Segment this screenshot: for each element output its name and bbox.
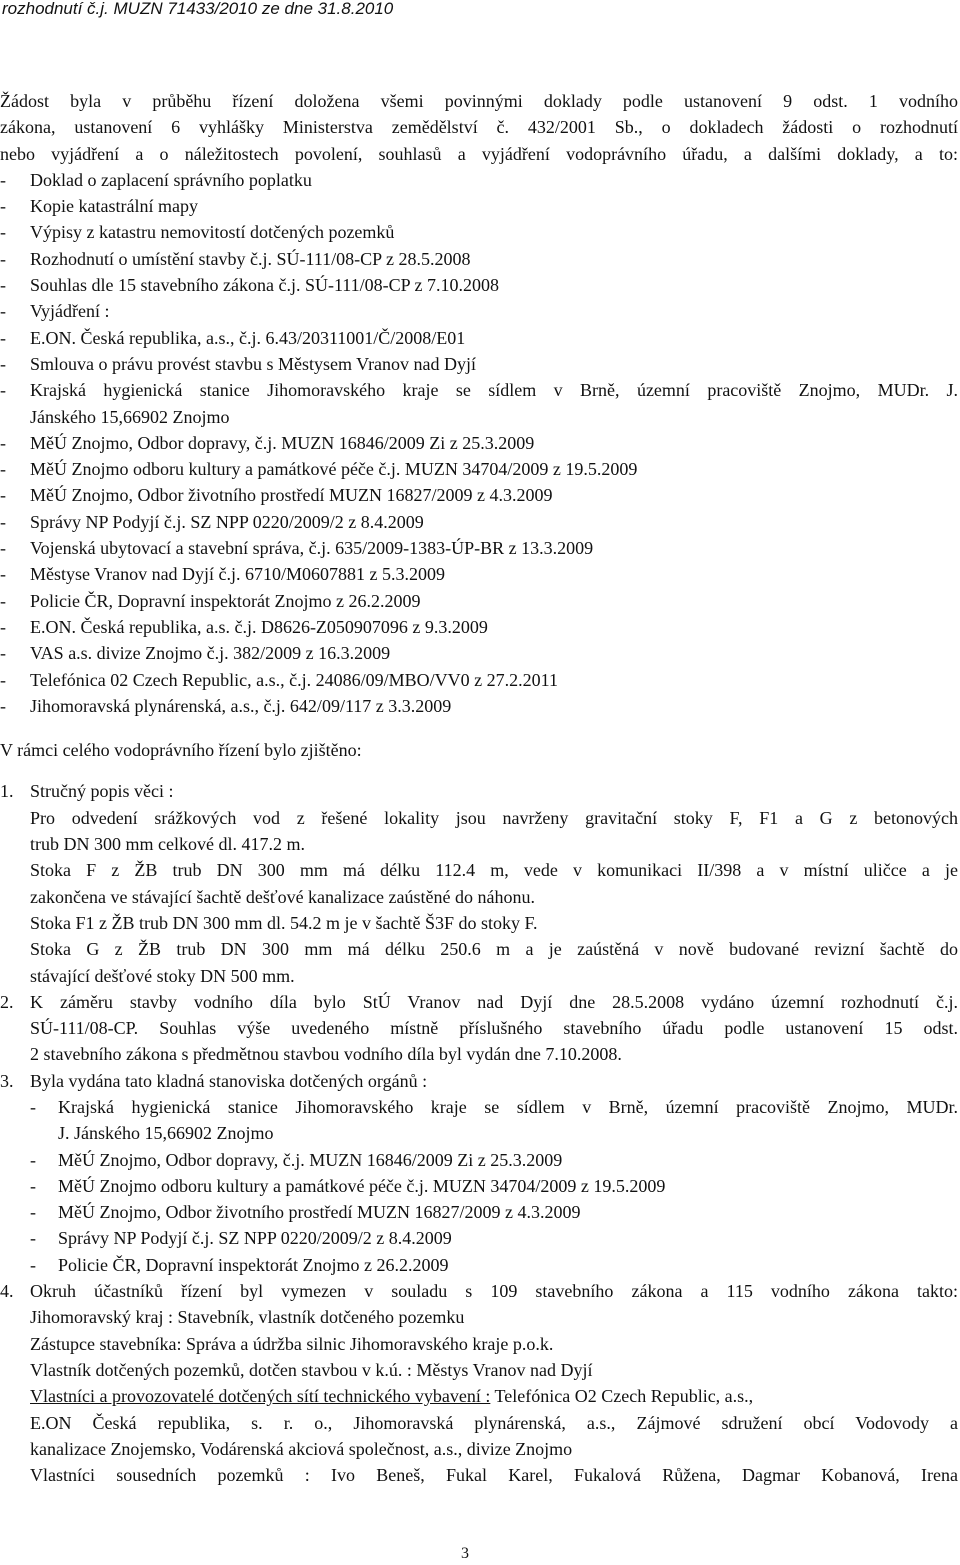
document-list-item [0, 298, 958, 324]
list-dash: - [0, 327, 6, 348]
page-number: 3 [461, 1545, 469, 1562]
list-dash: - [0, 196, 6, 217]
item-1-line: Stoka F1 z ŽB trub DN 300 mm dl. 54.2 m je v šachtě Š3F do stoky F. [30, 912, 538, 933]
findings-title: V rámci celého vodoprávního řízení bylo zjištěno: [0, 740, 362, 761]
document-body [0, 88, 958, 1488]
opinion-list-item [30, 1199, 958, 1225]
item-2 [0, 989, 958, 1068]
document-list-item [0, 535, 958, 561]
document-list-item [0, 193, 958, 219]
network-owners-first: Telefónica O2 Czech Republic, a.s., [490, 1386, 754, 1407]
item-3-title: Byla vydána tato kladná stanoviska dotčených orgánů : [30, 1070, 428, 1091]
item-1-line: Pro odvedení srážkových vod z řešené lokality jsou navrženy gravitační stoky F, F1 a G z betonových [30, 807, 958, 828]
list-dash: - [0, 169, 6, 190]
list-dash: - [0, 222, 6, 243]
opinion-list-text: Policie ČR, Dopravní inspektorát Znojmo z 26.2.2009 [58, 1254, 449, 1275]
item-3-opinions [30, 1094, 958, 1278]
document-list-item [0, 640, 958, 666]
document-list-text: Vyjádření : [30, 301, 110, 322]
list-dash: - [0, 643, 6, 664]
document-list-item [0, 667, 958, 693]
document-list-text: Krajská hygienická stanice Jihomoravského kraje se sídlem v Brně, územní pracoviště Znojmo, MUDr. J. [30, 380, 958, 401]
document-list-item [0, 167, 958, 193]
document-list-item [0, 246, 958, 272]
list-dash: - [30, 1202, 36, 1223]
opinion-list-item [30, 1225, 958, 1251]
item-4-line: Vlastník dotčených pozemků, dotčen stavbou v k.ú. : Městys Vranov nad Dyjí [30, 1359, 593, 1380]
item-2-line: SÚ-111/08-CP. Souhlas výše uvedeného místně příslušného stavebního úřadu podle ustanovení 15 odst. [30, 1018, 958, 1039]
document-list-text: Doklad o zaplacení správního poplatku [30, 169, 312, 190]
document-list-text: Telefónica 02 Czech Republic, a.s., č.j. 24086/09/MBO/VV0 z 27.2.2011 [30, 669, 558, 690]
list-dash: - [0, 616, 6, 637]
list-dash: - [30, 1254, 36, 1275]
item-2-line: 2 stavebního zákona s předmětnou stavbou vodního díla byl vydán dne 7.10.2008. [30, 1044, 622, 1065]
document-list-item [0, 588, 958, 614]
list-dash: - [30, 1175, 36, 1196]
item-1-number: 1. [0, 781, 14, 802]
opinion-list-text: MěÚ Znojmo, Odbor dopravy, č.j. MUZN 16846/2009 Zi z 25.3.2009 [58, 1149, 563, 1170]
list-dash: - [0, 485, 6, 506]
item-4 [0, 1278, 958, 1488]
item-3 [0, 1068, 958, 1278]
item-1-title: Stručný popis věci : [30, 781, 174, 802]
item-4-line: Jihomoravský kraj : Stavebník, vlastník dotčeného pozemku [30, 1307, 465, 1328]
opinion-list-text: MěÚ Znojmo odboru kultury a památkové péče č.j. MUZN 34704/2009 z 19.5.2009 [58, 1175, 666, 1196]
document-list-item [0, 509, 958, 535]
item-1-line: Stoka G z ŽB trub DN 300 mm má délku 250.6 m a je zaústěná v nově budované revizní šachtě do [30, 939, 958, 960]
list-dash: - [0, 695, 6, 716]
document-list-item [0, 272, 958, 298]
page-header: rozhodnutí č.j. MUZN 71433/2010 ze dne 31.8.2010 [2, 0, 394, 18]
list-dash: - [0, 564, 6, 585]
item-2-number: 2. [0, 991, 14, 1012]
document-list-item [0, 693, 958, 719]
document-list-text: VAS a.s. divize Znojmo č.j. 382/2009 z 16.3.2009 [30, 643, 391, 664]
document-list-text: Správy NP Podyjí č.j. SZ NPP 0220/2009/2 z 8.4.2009 [30, 511, 424, 532]
list-dash: - [0, 538, 6, 559]
item-4-first-line: Okruh účastníků řízení byl vymezen v souladu s 109 stavebního zákona a 115 vodního zákona takto: [30, 1281, 958, 1302]
item-1-line: Stoka F z ŽB trub DN 300 mm má délku 112.4 m, vede v komunikaci II/398 a v místní uličce a je [30, 860, 958, 881]
document-list-item [0, 561, 958, 587]
item-2-line: K záměru stavby vodního díla bylo StÚ Vranov nad Dyjí dne 28.5.2008 vydáno územní rozhodnutí č.j. [30, 991, 958, 1012]
list-dash: - [0, 380, 6, 401]
intro-line-1: Žádost byla v průběhu řízení doložena všemi povinnými doklady podle ustanovení 9 odst. 1 vodního [0, 91, 958, 111]
document-list-item [0, 482, 958, 508]
item-3-number: 3. [0, 1070, 14, 1091]
item-4-line: E.ON Česká republika, s. r. o., Jihomoravská plynárenská, a.s., Zájmové sdružení obcí Vodovody a [30, 1412, 958, 1433]
document-list-text: Rozhodnutí o umístění stavby č.j. SÚ-111/08-CP z 28.5.2008 [30, 248, 471, 269]
opinion-list-text: Krajská hygienická stanice Jihomoravského kraje se sídlem v Brně, územní pracoviště Znojmo, MUDr. [58, 1096, 958, 1117]
opinion-list-item [30, 1094, 958, 1147]
intro-line-3: nebo vyjádření a o náležitostech povolení, souhlasů a vyjádření vodoprávního úřadu, a dalšími doklady, a to: [0, 143, 958, 164]
list-dash: - [0, 590, 6, 611]
documents-list [0, 167, 958, 719]
list-dash: - [0, 301, 6, 322]
document-list-text: MěÚ Znojmo odboru kultury a památkové péče č.j. MUZN 34704/2009 z 19.5.2009 [30, 459, 638, 480]
document-list-text: Souhlas dle 15 stavebního zákona č.j. SÚ-111/08-CP z 7.10.2008 [30, 275, 499, 296]
item-4-line: Zástupce stavebníka: Správa a údržba silnic Jihomoravského kraje p.o.k. [30, 1333, 554, 1354]
item-1-line: zakončena ve stávající šachtě dešťové kanalizace zaústěné do náhonu. [30, 886, 535, 907]
opinion-list-text: Správy NP Podyjí č.j. SZ NPP 0220/2009/2 z 8.4.2009 [58, 1228, 452, 1249]
item-4-number: 4. [0, 1281, 14, 1302]
intro-line-2: zákona, ustanovení 6 vyhlášky Ministerstva zemědělství č. 432/2001 Sb., o dokladech žádosti o rozhodnutí [0, 117, 958, 138]
item-4-neighbors-line: Vlastníci sousedních pozemků : Ivo Beneš, Fukal Karel, Fukalová Růžena, Dagmar Kobanová, Irena [30, 1465, 958, 1486]
item-1-line: stávající dešťové stoky DN 500 mm. [30, 965, 295, 986]
document-list-text: Městyse Vranov nad Dyjí č.j. 6710/M0607881 z 5.3.2009 [30, 564, 446, 585]
document-list-item [0, 351, 958, 377]
network-owners-label: Vlastníci a provozovatelé dotčených sítí technického vybavení : [30, 1386, 491, 1407]
list-dash: - [30, 1149, 36, 1170]
list-dash: - [0, 669, 6, 690]
list-dash: - [0, 353, 6, 374]
document-list-item [0, 614, 958, 640]
item-1-line: trub DN 300 mm celkové dl. 417.2 m. [30, 834, 305, 855]
item-4-line: kanalizace Znojemsko, Vodárenská akciová společnost, a.s., divize Znojmo [30, 1438, 573, 1459]
list-dash: - [0, 432, 6, 453]
list-dash: - [30, 1096, 36, 1117]
opinion-list-item [30, 1173, 958, 1199]
list-dash: - [0, 248, 6, 269]
document-list-item [0, 219, 958, 245]
document-list-text: Jánského 15,66902 Znojmo [30, 406, 230, 427]
list-dash: - [0, 275, 6, 296]
document-list-item [0, 325, 958, 351]
document-list-text: Výpisy z katastru nemovitostí dotčených pozemků [30, 222, 395, 243]
list-dash: - [0, 511, 6, 532]
document-list-text: E.ON. Česká republika, a.s., č.j. 6.43/20311001/Č/2008/E01 [30, 327, 466, 348]
document-list-text: MěÚ Znojmo, Odbor dopravy, č.j. MUZN 16846/2009 Zi z 25.3.2009 [30, 432, 535, 453]
document-list-text: Vojenská ubytovací a stavební správa, č.j. 635/2009-1383-ÚP-BR z 13.3.2009 [30, 538, 594, 559]
document-list-text: E.ON. Česká republika, a.s. č.j. D8626-Z050907096 z 9.3.2009 [30, 616, 488, 637]
item-4-network-line [30, 1383, 958, 1409]
list-dash: - [30, 1228, 36, 1249]
document-list-text: Policie ČR, Dopravní inspektorát Znojmo z 26.2.2009 [30, 590, 421, 611]
item-1 [0, 778, 958, 988]
document-list-text: Kopie katastrální mapy [30, 196, 198, 217]
document-list-text: Smlouva o právu provést stavbu s Městysem Vranov nad Dyjí [30, 353, 477, 374]
opinion-list-text: J. Jánského 15,66902 Znojmo [58, 1123, 274, 1144]
document-list-item [0, 430, 958, 456]
opinion-list-text: MěÚ Znojmo, Odbor životního prostředí MUZN 16827/2009 z 4.3.2009 [58, 1202, 581, 1223]
document-list-text: Jihomoravská plynárenská, a.s., č.j. 642/09/117 z 3.3.2009 [30, 695, 452, 716]
document-list-item [0, 456, 958, 482]
list-dash: - [0, 459, 6, 480]
opinion-list-item [30, 1252, 958, 1278]
document-list-item [0, 377, 958, 430]
opinion-list-item [30, 1147, 958, 1173]
document-list-text: MěÚ Znojmo, Odbor životního prostředí MUZN 16827/2009 z 4.3.2009 [30, 485, 553, 506]
